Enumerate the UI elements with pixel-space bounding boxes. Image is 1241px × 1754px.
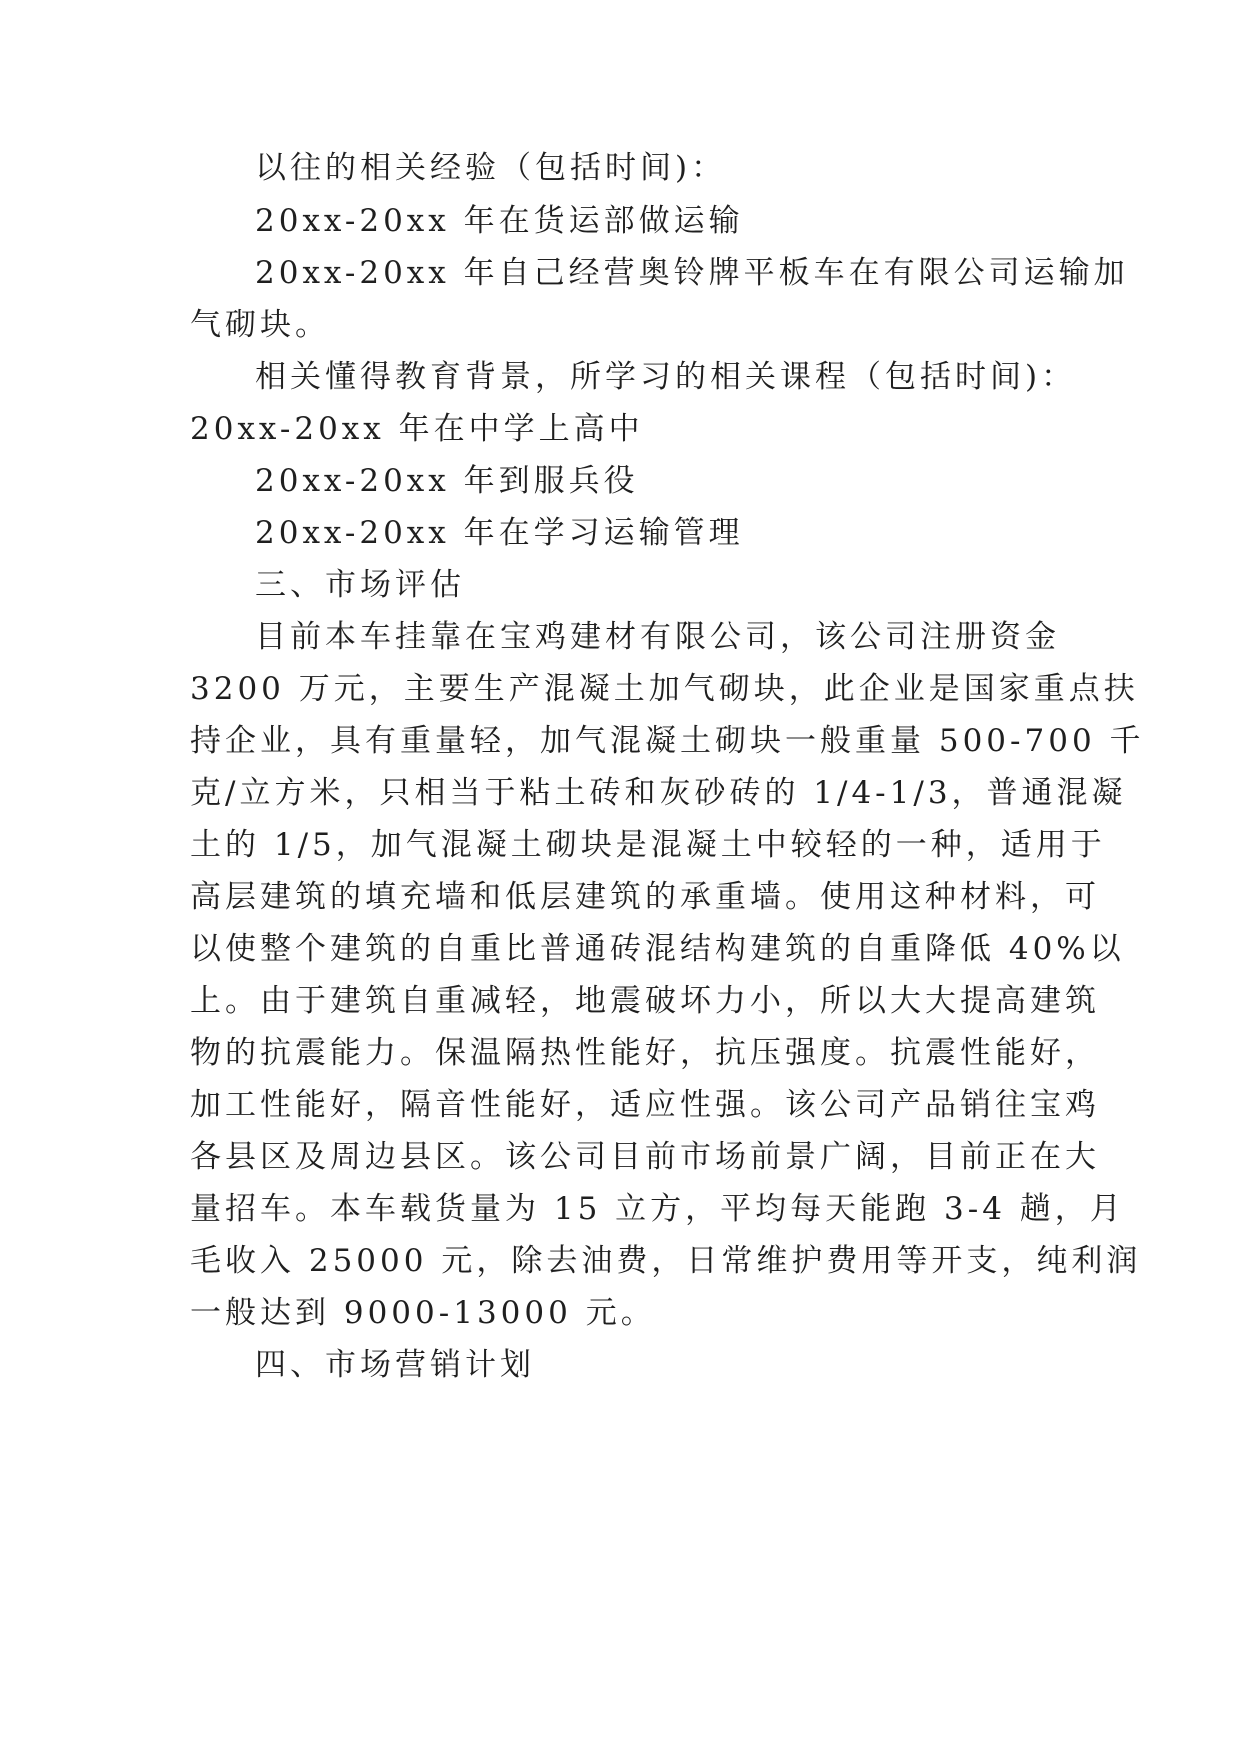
section-heading-marketing-plan: 四、市场营销计划 (255, 1347, 535, 1383)
education-heading: 相关懂得教育背景，所学习的相关课程（包括时间)： (255, 359, 1077, 395)
education-item-3: 20xx-20xx 年在学习运输管理 (255, 515, 744, 551)
paragraph-line: 高层建筑的填充墙和低层建筑的承重墙。使用这种材料，可 (190, 879, 1100, 915)
paragraph-line: 量招车。本车载货量为 15 立方，平均每天能跑 3-4 趟，月 (190, 1191, 1125, 1227)
section-heading-market-assessment: 三、市场评估 (255, 567, 465, 603)
paragraph-line: 目前本车挂靠在宝鸡建材有限公司，该公司注册资金 (255, 619, 1060, 655)
paragraph-line: 物的抗震能力。保温隔热性能好，抗压强度。抗震性能好， (190, 1035, 1100, 1071)
paragraph-line: 持企业，具有重量轻，加气混凝土砌块一般重量 500-700 千 (190, 723, 1145, 759)
experience-item-2-cont: 气砌块。 (190, 307, 330, 343)
experience-item-2: 20xx-20xx 年自己经营奥铃牌平板车在有限公司运输加 (255, 255, 1129, 291)
paragraph-line: 一般达到 9000-13000 元。 (190, 1295, 656, 1331)
experience-heading: 以往的相关经验（包括时间)： (255, 150, 727, 186)
paragraph-line: 上。由于建筑自重减轻，地震破坏力小，所以大大提高建筑 (190, 983, 1100, 1019)
paragraph-line: 以使整个建筑的自重比普通砖混结构建筑的自重降低 40%以 (190, 931, 1125, 967)
paragraph-line: 土的 1/5，加气混凝土砌块是混凝土中较轻的一种，适用于 (190, 827, 1106, 863)
education-item-2: 20xx-20xx 年到服兵役 (255, 463, 639, 499)
education-item-1: 20xx-20xx 年在中学上高中 (190, 411, 644, 447)
paragraph-line: 毛收入 25000 元，除去油费，日常维护费用等开支，纯利润 (190, 1243, 1142, 1279)
paragraph-line: 各县区及周边县区。该公司目前市场前景广阔，目前正在大 (190, 1139, 1100, 1175)
experience-item-1: 20xx-20xx 年在货运部做运输 (255, 203, 744, 239)
paragraph-line: 加工性能好，隔音性能好，适应性强。该公司产品销往宝鸡 (190, 1087, 1100, 1123)
paragraph-line: 克/立方米，只相当于粘土砖和灰砂砖的 1/4-1/3，普通混凝 (190, 775, 1127, 811)
paragraph-line: 3200 万元，主要生产混凝土加气砌块，此企业是国家重点扶 (190, 671, 1139, 707)
